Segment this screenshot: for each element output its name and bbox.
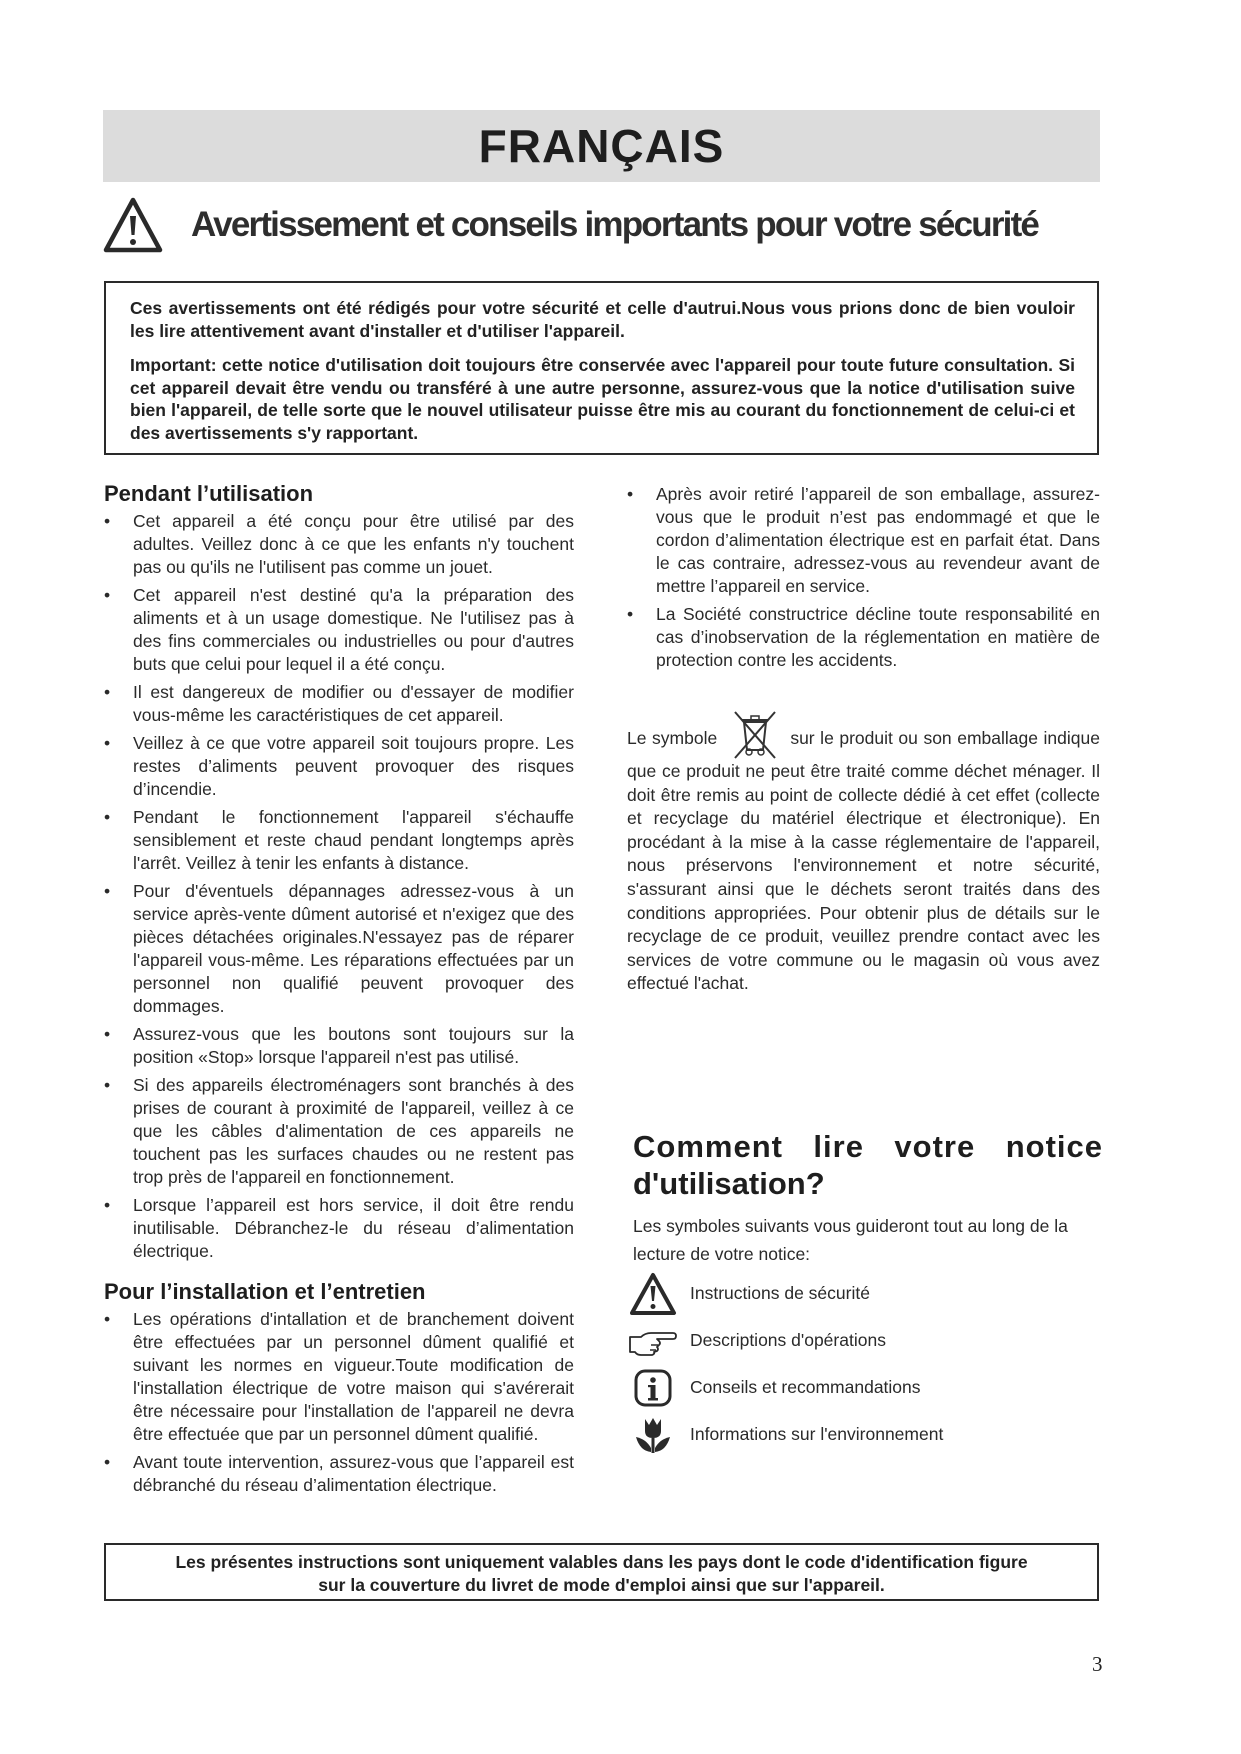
legend-label: Conseils et recommandations: [690, 1377, 921, 1397]
environment-text-after: sur le produit ou son emballage indique que ce produit ne peut être traité comme déchet ménager. Il doit être remis au point de collecte dédié à cet effet (collecte et recyclage du matériel électrique et électronique). En procédant à la mise à la casse réglementaire de l'appareil, nous préservons l'environnement et notre sécurité, s'assurant ainsi que le déchets seront traités dans des conditions appropriées. Pour obtenir plus de détails sur le recyclage de ce produit, veuillez prendre contact avec les services de votre commune ou le magasin où vous avez effectué l'achat.: [627, 728, 1100, 994]
list-item: • Il est dangereux de modifier ou d'essayer de modifier vous-même les caractéristiques de cet appareil.: [104, 681, 574, 727]
list-item: • Assurez-vous que les boutons sont toujours sur la position «Stop» lorsque l'appareil n'est pas utilisé.: [104, 1023, 574, 1069]
footer-notice: [104, 1543, 1099, 1601]
list-item: • Les opérations d'intallation et de branchement doivent être effectuées par un personnel dûment qualifié et suivant les normes en vigueur.Toute modification de l'installation électrique de votre maison qui s'avérerait être nécessaire pour l'installation de l'appareil ne devra être effectuée que par un personnel dûment qualifié.: [104, 1308, 574, 1446]
flower-icon: [632, 1415, 674, 1455]
language-banner: [103, 110, 1100, 182]
how-to-read-title: [633, 1128, 1103, 1202]
legend-row: [626, 1364, 1096, 1411]
page-number: 3: [1092, 1652, 1103, 1676]
symbol-legend: [626, 1270, 1096, 1458]
usage-title: Pendant l’utilisation: [104, 481, 314, 506]
list-item: • Avant toute intervention, assurez-vous que l’appareil est débranché du réseau d’alimentation électrique.: [104, 1451, 574, 1497]
install-list: [104, 1308, 574, 1497]
intro-paragraph-2: Important: cette notice d'utilisation doit toujours être conservée avec l'appareil pour toute future consultation. Si cet appareil devait être vendu ou transféré à une autre personne, assurez-vous que la notice d'utilisation suive bien l'appareil, de telle sorte que le nouvel utilisateur puisse être mis au courant du fonctionnement de celui-ci et des avertissements s'y rapportant.: [130, 355, 1075, 443]
how-to-read-intro: Les symboles suivants vous guideront tout au long de la lecture de votre notice:: [633, 1216, 1068, 1264]
list-item: • Veillez à ce que votre appareil soit toujours propre. Les restes d’aliments peuvent provoquer des risques d’incendie.: [104, 732, 574, 801]
unpacking-list: [627, 483, 1100, 672]
warning-triangle-icon: [103, 197, 163, 253]
footer-notice-line-2: sur la couverture du livret de mode d'emploi ainsi que sur l'appareil.: [318, 1575, 885, 1595]
language-title: FRANÇAIS: [478, 120, 725, 172]
how-to-read-title-line-2: d'utilisation?: [633, 1166, 825, 1201]
legend-row: [626, 1270, 1096, 1317]
list-item: • Après avoir retiré l’appareil de son emballage, assurez-vous que le produit n’est pas endommagé et que le cordon d’alimentation électrique est en parfait état. Dans le cas contraire, adressez-vous au revendeur avant de mettre l’appareil en service.: [627, 483, 1100, 598]
environment-paragraph: [627, 708, 1100, 996]
usage-list: [104, 510, 574, 1263]
intro-box: [104, 281, 1099, 455]
how-to-read-title-line-1: Comment lire votre notice: [633, 1129, 1103, 1164]
legend-label: Descriptions d'opérations: [690, 1330, 886, 1350]
legend-row: [626, 1411, 1096, 1458]
info-icon: [633, 1368, 673, 1408]
environment-text-before: Le symbole: [627, 728, 718, 748]
list-item: • Cet appareil n'est destiné qu'a la préparation des aliments et à un usage domestique. Ne l'utilisez pas à des fins commerciales ou industrielles ou pour d'autres buts que celui pour lequel il a été conçu.: [104, 584, 574, 676]
crossed-bin-icon: [729, 708, 781, 760]
right-column: [627, 483, 1100, 1013]
install-title: Pour l’installation et l’entretien: [104, 1279, 426, 1304]
legend-label: Informations sur l'environnement: [690, 1424, 944, 1444]
safety-heading: [103, 190, 1103, 260]
safety-title: Avertissement et conseils importants pour votre sécurité: [191, 205, 1039, 244]
intro-paragraph-1: Ces avertissements ont été rédigés pour votre sécurité et celle d'autrui.Nous vous prions donc de bien vouloir les lire attentivement avant d'installer et d'utiliser l'appareil.: [130, 298, 1075, 341]
pointing-hand-icon: [627, 1326, 679, 1356]
list-item: • Lorsque l’appareil est hors service, il doit être rendu inutilisable. Débranchez-le du réseau d’alimentation électrique.: [104, 1194, 574, 1263]
warning-triangle-icon: [629, 1272, 677, 1316]
legend-row: [626, 1317, 1096, 1364]
list-item: • Cet appareil a été conçu pour être utilisé par des adultes. Veillez donc à ce que les enfants n'y touchent pas ou qu'ils ne l'utilisent pas comme un jouet.: [104, 510, 574, 579]
legend-label: Instructions de sécurité: [690, 1283, 870, 1303]
list-item: • Pendant le fonctionnement l'appareil s'échauffe sensiblement et reste chaud pendant longtemps après l'arrêt. Veillez à tenir les enfants à distance.: [104, 806, 574, 875]
list-item: • Pour d'éventuels dépannages adressez-vous à un service après-vente dûment autorisé et n'exigez que des pièces détachées originales.N'essayez pas de réparer l'appareil vous-même. Les réparations effectuées par un personnel non qualifié peuvent provoquer des dommages.: [104, 880, 574, 1018]
left-column: [104, 480, 574, 1502]
list-item: • Si des appareils électroménagers sont branchés à des prises de courant à proximité de l'appareil, veillez à ce que les câbles d'alimentation de ces appareils ne touchent pas les surfaces chaudes ou ne restent pas trop près de l'appareil en fonctionnement.: [104, 1074, 574, 1189]
list-item: • La Société constructrice décline toute responsabilité en cas d’inobservation de la réglementation en matière de protection contre les accidents.: [627, 603, 1100, 672]
footer-notice-line-1: Les présentes instructions sont uniquement valables dans les pays dont le code d'identification figure: [175, 1552, 1028, 1572]
